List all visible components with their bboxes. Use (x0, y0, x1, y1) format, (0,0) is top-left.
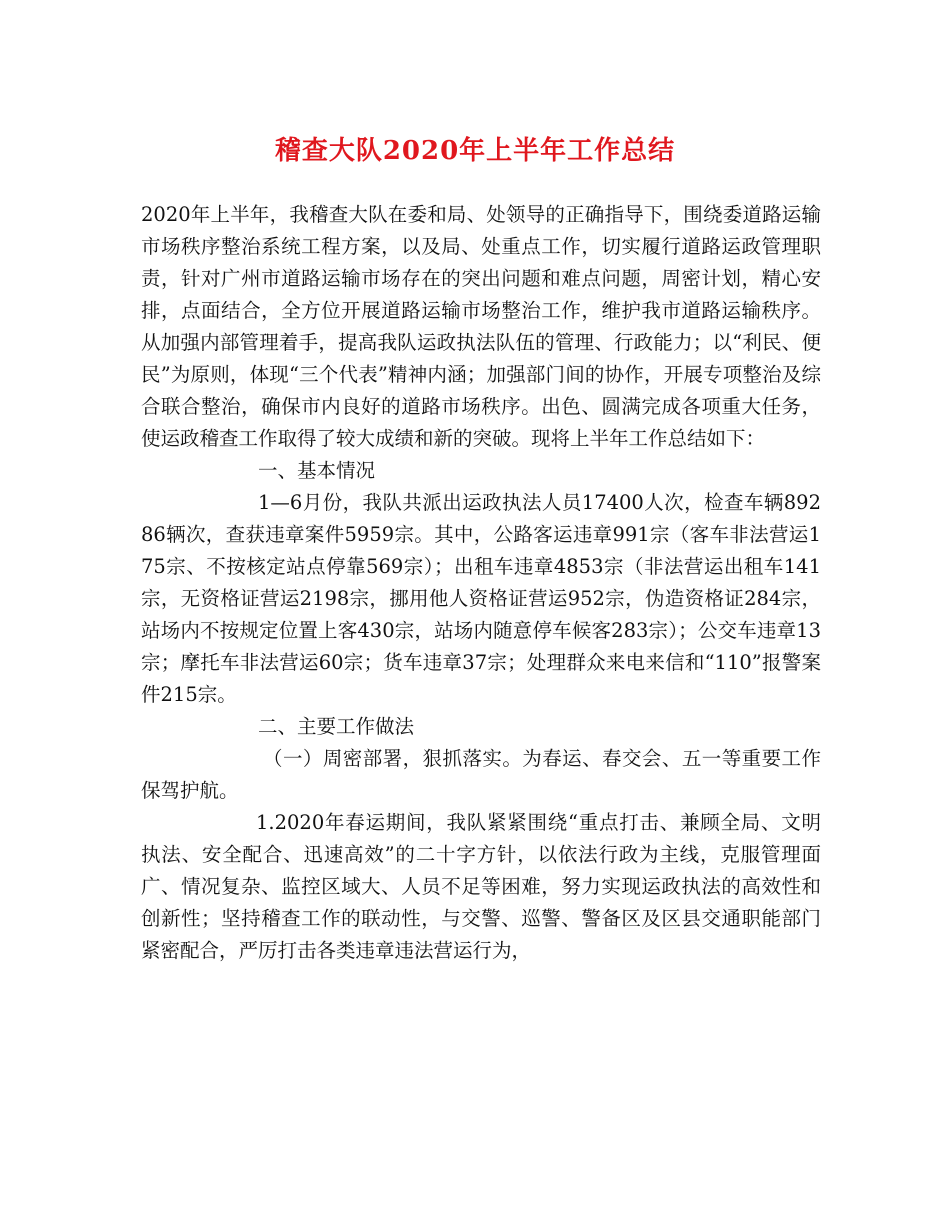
subsection-paragraph: （一）周密部署，狠抓落实。为春运、春交会、五一等重要工作保驾护航。 (141, 747, 821, 802)
basic-situation-paragraph: 1—6月份，我队共派出运政执法人员17400人次，检查车辆89286辆次，查获违章案件5959宗。其中，公路客运违章991宗（客车非法营运175宗、不按核定站点停靠569宗）；出租车违章4853宗（非法营运出租车141宗，无资格证营运2198宗，挪用他人资格证营运952宗，伪造资格证284宗，站场内不按规定位置上客430宗，站场内随意停车候客283宗）；公交车违章13宗；摩托车非法营运60宗；货车违章37宗；处理群众来电来信和“110”报警案件215宗。 (141, 491, 821, 706)
document-body (141, 199, 821, 967)
section-heading-basic-situation: 一、基本情况 (258, 459, 376, 482)
numbered-item-paragraph: 1.2020年春运期间，我队紧紧围绕“重点打击、兼顾全局、文明执法、安全配合、迅速高效”的二十字方针，以依法行政为主线，克服管理面广、情况复杂、监控区域大、人员不足等困难，努力实现运政执法的高效性和创新性；坚持稽查工作的联动性，与交警、巡警、警备区及区县交通职能部门紧密配合，严厉打击各类违章违法营运行为， (141, 811, 821, 962)
section-heading-main-practices: 二、主要工作做法 (258, 715, 415, 738)
page-title: 稽查大队2020年上半年工作总结 (274, 136, 676, 166)
intro-paragraph: 2020年上半年，我稽查大队在委和局、处领导的正确指导下，围绕委道路运输市场秩序整治系统工程方案，以及局、处重点工作，切实履行道路运政管理职责，针对广州市道路运输市场存在的突出问题和难点问题，周密计划，精心安排，点面结合，全方位开展道路运输市场整治工作，维护我市道路运输秩序。从加强内部管理着手，提高我队运政执法队伍的管理、行政能力；以“利民、便民”为原则，体现“三个代表”精神内涵；加强部门间的协作，开展专项整治及综合联合整治，确保市内良好的道路市场秩序。出色、圆满完成各项重大任务，使运政稽查工作取得了较大成绩和新的突破。现将上半年工作总结如下： (141, 203, 821, 450)
